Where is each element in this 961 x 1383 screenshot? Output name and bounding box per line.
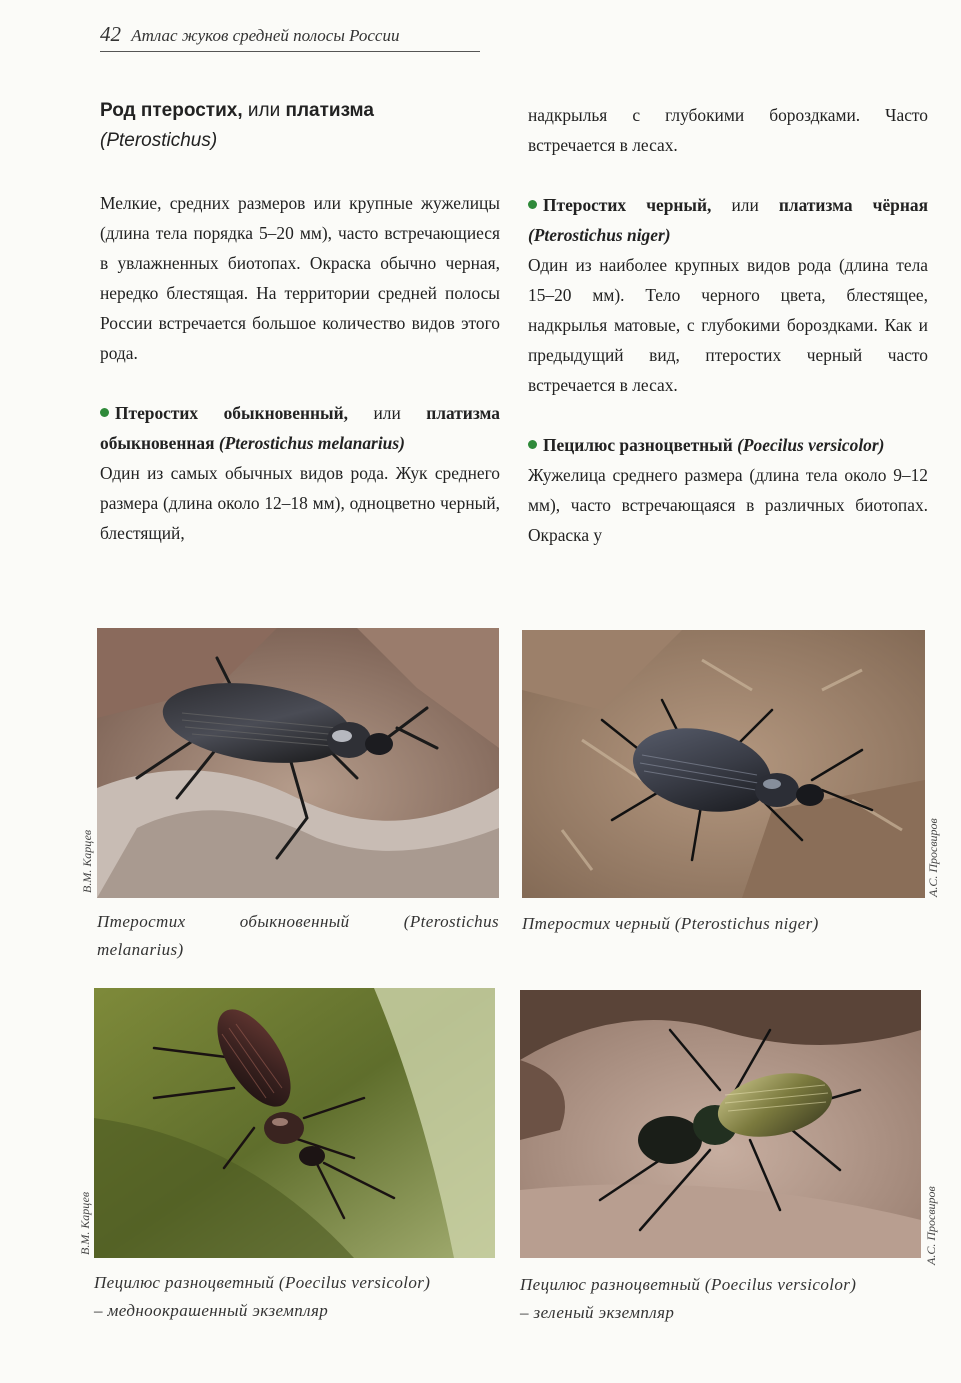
species-heading-melanarius: [100, 398, 500, 458]
caption-line-2: – медноокрашенный экземпляр: [94, 1301, 329, 1320]
photo-versicolor-green: [520, 990, 921, 1258]
species-name: Птеростих обыкновенный,: [115, 403, 348, 423]
species-latin: (Pterostichus niger): [528, 225, 671, 245]
photo-caption-niger: [522, 910, 925, 938]
genus-latin: (Pterostichus): [100, 130, 218, 151]
genus-description: Мелкие, средних размеров или крупные жужелицы (длина тела порядка 5–20 мм), часто встречающиеся в увлажненных биотопах. Окраска обычно черная, нередко блестящая. На территории средней полосы России встречается большое количество видов этого рода.: [100, 193, 500, 363]
species-alt-name: платизма чёрная: [778, 195, 928, 215]
species-text-niger: Один из наиболее крупных видов рода (длина тела 15–20 мм). Тело черного цвета, блестящее, надкрылья матовые, с глубокими бороздками. Как и предыдущий вид, птеростих черный часто встречается в лесах.: [528, 255, 928, 395]
page-number: 42: [100, 22, 121, 46]
beetle-photo-image: [94, 988, 495, 1258]
photo-niger: [522, 630, 925, 898]
genus-or: или: [242, 100, 286, 121]
photo-versicolor-copper: [94, 988, 495, 1258]
caption-line-1: Пецилюс разноцветный (Poecilus versicolor): [520, 1275, 857, 1294]
beetle-photo-image: [522, 630, 925, 898]
species-or: или: [347, 403, 427, 423]
species-or: или: [711, 195, 779, 215]
caption-line-2: – зеленый экземпляр: [520, 1303, 675, 1322]
photo-credit: В.М. Карцев: [80, 829, 94, 893]
beetle-photo-image: [97, 628, 499, 898]
right-column: [528, 100, 928, 550]
species-latin: (Pterostichus melanarius): [214, 433, 405, 453]
book-title: Атлас жуков средней полосы России: [131, 26, 400, 45]
photo-caption-versicolor-green: [520, 1271, 940, 1327]
species-latin: (Poecilus versicolor): [732, 435, 885, 455]
running-head: [100, 22, 480, 52]
photo-credit: А.С. Просвиров: [924, 1186, 938, 1265]
caption-line-1: Птеростих черный (Pterostichus niger): [522, 914, 819, 933]
genus-alt-name: платизма: [285, 100, 374, 121]
genus-title: [100, 96, 500, 156]
beetle-photo-image: [520, 990, 921, 1258]
species-name: Птеростих черный,: [543, 195, 712, 215]
left-column: [100, 96, 500, 548]
species-name: Пецилюс разноцветный: [543, 435, 733, 455]
genus-name: Род птеростих,: [100, 100, 243, 121]
photo-caption-versicolor-copper: [94, 1269, 514, 1325]
photo-credit: А.С. Просвиров: [926, 818, 940, 897]
species-heading-versicolor: [528, 430, 928, 460]
caption-line-2: melanarius): [97, 940, 184, 959]
caption-line-1: Пецилюс разноцветный (Poecilus versicolor): [94, 1273, 431, 1292]
photo-credit: В.М. Карцев: [78, 1191, 92, 1255]
species-text-melanarius-cont: надкрылья с глубокими бороздками. Часто встречается в лесах.: [528, 105, 928, 155]
species-text-versicolor: Жужелица среднего размера (длина тела около 9–12 мм), часто встречающаяся в различных биотопах. Окраска у: [528, 465, 928, 545]
species-alt-name: платизма обыкновенная: [100, 403, 500, 453]
species-heading-niger: [528, 190, 928, 250]
green-bullet-icon: [100, 408, 109, 417]
caption-line-1: Птеростих обыкновенный (Pterostichus: [97, 912, 499, 931]
green-bullet-icon: [528, 200, 537, 209]
photo-caption-melanarius: [97, 908, 499, 964]
species-text-melanarius: Один из самых обычных видов рода. Жук среднего размера (длина около 12–18 мм), одноцветно черный, блестящий,: [100, 463, 500, 543]
photo-melanarius: [97, 628, 499, 898]
green-bullet-icon: [528, 440, 537, 449]
